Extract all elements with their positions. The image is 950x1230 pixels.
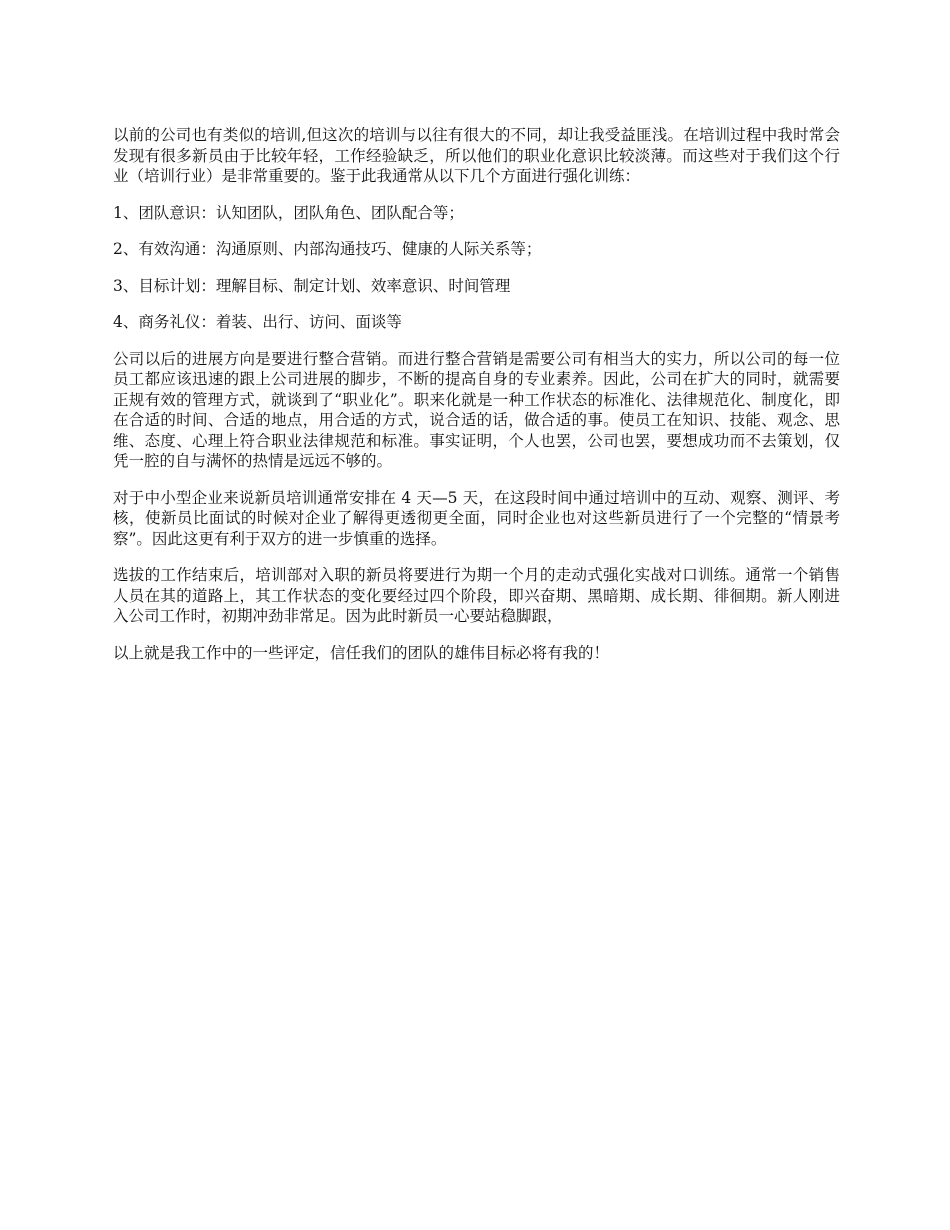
list-item: 2、有效沟通：沟通原则、内部沟通技巧、健康的人际关系等；	[113, 240, 542, 258]
list-item: 3、目标计划：理解目标、制定计划、效率意识、时间管理	[113, 276, 511, 295]
list-item: 1、团队意识：认知团队，团队角色、团队配合等；	[113, 203, 464, 222]
intro-paragraph: 以前的公司也有类似的培训,但这次的培训与以往有很大的不同，却让我受益匪浅。在培训过程中我时常会发现有很多新员由于比较年轻，工作经验缺乏，所以他们的职业化意识比较淡薄。而这些对于我们这个行业（培训行业）是非常重要的。鉴于此我通常从以下几个方面进行强化训练：	[113, 126, 840, 185]
development-paragraph: 公司以后的进展方向是要进行整合营销。而进行整合营销是需要公司有相当大的实力，所以公司的每一位员工都应该迅速的跟上公司进展的脚步，不断的提高自身的专业素养。因此，公司在扩大的同时，就需要正规有效的管理方式，就谈到了“职业化”。职来化就是一种工作状态的标准化、法律规范化、制度化，即在合适的时间、合适的地点，用合适的方式，说合适的话，做合适的事。使员工在知识、技能、观念、思维、态度、心理上符合职业法律规范和标准。事实证明，个人也罢，公司也罢，要想成功而不去策划，仅凭一腔的自与满怀的热情是远远不够的。	[113, 349, 840, 470]
document-page	[113, 125, 840, 679]
list-item: 4、商务礼仪：着装、出行、访问、面谈等	[113, 313, 402, 331]
conclusion-paragraph: 以上就是我工作中的一些评定，信任我们的团队的雄伟目标必将有我的！	[113, 643, 610, 662]
selection-paragraph: 选拔的工作结束后，培训部对入职的新员将要进行为期一个月的走动式强化实战对口训练。通常一个销售人员在其的道路上，其工作状态的变化要经过四个阶段，即兴奋期、黑暗期、成长期、徘徊期。新人刚进入公司工作时，初期冲劲非常足。因为此时新员一心要站稳脚跟，	[113, 566, 840, 625]
training-list	[113, 203, 840, 333]
training-schedule-paragraph: 对于中小型企业来说新员培训通常安排在 4 天—5 天，在这段时间中通过培训中的互动、观察、测评、考核，使新员比面试的时候对企业了解得更透彻更全面，同时企业也对这些新员进行了一个完整的“情景考察”。因此这更有利于双方的进一步慎重的选择。	[113, 488, 840, 548]
